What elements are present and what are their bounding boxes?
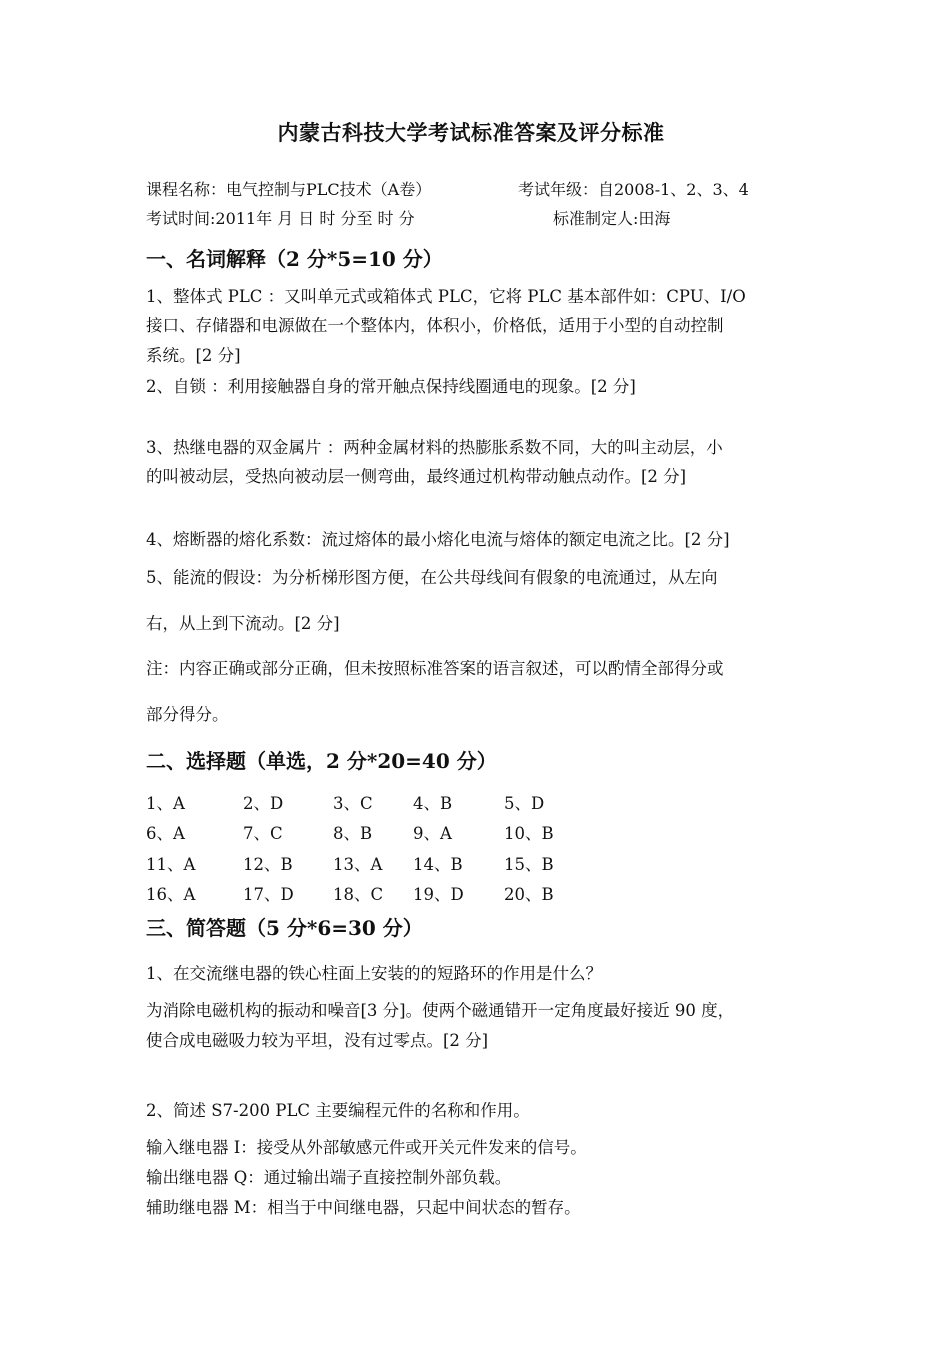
answer-cell: 3、C <box>333 794 373 813</box>
standard-author: 标准制定人:田海 <box>553 209 671 228</box>
section3-question: 2、简述 S7-200 PLC 主要编程元件的名称和作用。 <box>146 1101 530 1120</box>
document-title: 内蒙古科技大学考试标准答案及评分标准 <box>277 120 665 145</box>
course-name: 课程名称：电气控制与PLC技术（A卷） <box>146 180 432 199</box>
section3-line: 使合成电磁吸力较为平坦，没有过零点。[2 分] <box>146 1031 489 1050</box>
answer-cell: 9、A <box>413 824 452 844</box>
section3-line: 为消除电磁机构的振动和噪音[3 分]。使两个磁通错开一定角度最好接近 90 度， <box>146 1001 735 1020</box>
note-line: 注：内容正确或部分正确，但未按照标准答案的语言叙述，可以酌情全部得分或 <box>146 659 724 678</box>
section2-heading: 二、选择题（单选，2 分*20=40 分） <box>146 749 497 773</box>
section1-line: 的叫被动层，受热向被动层一侧弯曲，最终通过机构带动触点动作。[2 分] <box>146 467 687 486</box>
section1-line: 系统。[2 分] <box>146 346 241 365</box>
section1-line: 4、熔断器的熔化系数：流过熔体的最小熔化电流与熔体的额定电流之比。[2 分] <box>146 530 730 549</box>
answer-cell: 11、A <box>146 854 196 874</box>
section3-line: 输出继电器 Q：通过输出端子直接控制外部负载。 <box>146 1168 512 1187</box>
section3-line: 辅助继电器 M：相当于中间继电器，只起中间状态的暂存。 <box>146 1198 581 1217</box>
exam-grade: 考试年级：自2008-1、2、3、4 <box>518 180 749 199</box>
answer-cell: 18、C <box>333 884 384 904</box>
answer-cell: 13、A <box>333 854 383 874</box>
section3-line: 输入继电器 I：接受从外部敏感元件或开关元件发来的信号。 <box>146 1138 587 1157</box>
answer-row <box>146 820 646 850</box>
section1-line: 1、整体式 PLC ：又叫单元式或箱体式 PLC，它将 PLC 基本部件如：CPU、I/O <box>146 287 746 306</box>
answer-row <box>146 881 646 911</box>
choice-answers-table <box>146 790 646 911</box>
answer-row <box>146 790 646 820</box>
note-line: 部分得分。 <box>146 705 229 724</box>
section1-line: 3、热继电器的双金属片 ：两种金属材料的热膨胀系数不同，大的叫主动层，小 <box>146 438 723 457</box>
answer-cell: 19、D <box>413 884 464 904</box>
answer-cell: 20、B <box>504 884 554 904</box>
answer-cell: 14、B <box>413 854 463 874</box>
section1-heading: 一、名词解释（2 分*5=10 分） <box>146 247 443 271</box>
answer-row <box>146 851 646 881</box>
section1-line: 5、能流的假设：为分析梯形图方便，在公共母线间有假象的电流通过，从左向 <box>146 568 718 587</box>
answer-cell: 4、B <box>413 794 453 813</box>
section1-line: 右，从上到下流动。[2 分] <box>146 614 340 633</box>
exam-time: 考试时间:2011年 月 日 时 分至 时 分 <box>146 209 415 228</box>
section1-line: 2、自锁 ：利用接触器自身的常开触点保持线圈通电的现象。[2 分] <box>146 377 636 396</box>
answer-cell: 7、C <box>243 824 283 844</box>
answer-cell: 2、D <box>243 794 284 813</box>
answer-cell: 12、B <box>243 854 293 874</box>
section1-line: 接口、存储器和电源做在一个整体内，体积小，价格低，适用于小型的自动控制 <box>146 316 724 335</box>
section3-heading: 三、简答题（5 分*6=30 分） <box>146 916 423 940</box>
answer-cell: 17、D <box>243 884 294 904</box>
answer-cell: 6、A <box>146 824 185 844</box>
answer-cell: 10、B <box>504 824 554 844</box>
answer-cell: 5、D <box>504 794 545 813</box>
answer-cell: 8、B <box>333 824 373 844</box>
answer-cell: 1、A <box>146 794 185 813</box>
answer-cell: 16、A <box>146 884 196 904</box>
section3-question: 1、在交流继电器的铁心柱面上安装的的短路环的作用是什么？ <box>146 964 602 983</box>
answer-cell: 15、B <box>504 854 554 874</box>
